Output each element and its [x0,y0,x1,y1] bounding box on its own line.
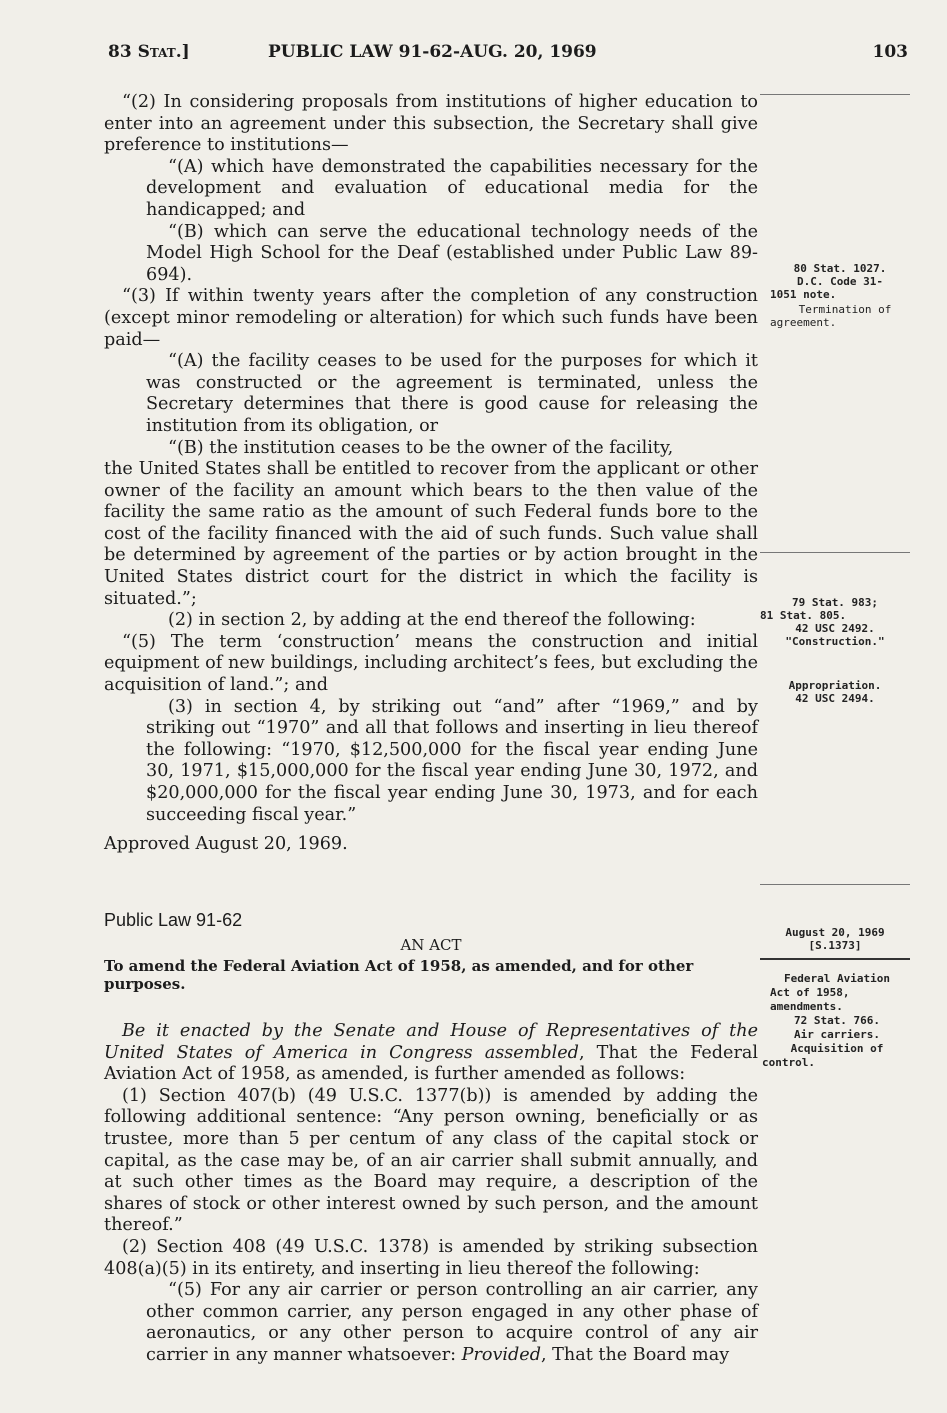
margin-rule [760,884,910,885]
act-purpose: To amend the Federal Aviation Act of 1958, as amended, and for other purposes. [104,956,694,993]
paragraph: “(A) which have demonstrated the capabilities necessary for the development and evaluation of educational media for the handicapped; and [146,156,758,220]
paragraph: (2) Section 408 (49 U.S.C. 1378) is amended by striking subsection 408(a)(5) in its entirety, and inserting in lieu thereof the following: [104,1236,758,1279]
page-number: 103 [872,42,908,62]
paragraph: “(A) the facility ceases to be used for the purposes for which it was constructed or the agreement is terminated, unless the Secretary determines that there is good cause for releasing the institution from its obligation, or [146,351,758,436]
margin-rule [760,958,910,960]
margin-rule [760,94,910,95]
paragraph: “(B) the institution ceases to be the owner of the facility, [168,437,674,458]
note-line: Termination of [798,303,892,316]
note-line: D.C. Code 31- [796,275,884,288]
note-line: 80 Stat. 1027. [793,262,887,275]
note-line: 1051 note. [770,288,837,301]
note-line: Act of 1958, [770,986,850,999]
paragraph: (2) in section 2, by adding at the end thereof the following: [168,610,696,631]
note-line: 79 Stat. 983; [791,596,879,609]
paragraph: (1) Section 407(b) (49 U.S.C. 1377(b)) is amended by adding the following additional sentence: “Any person owning, beneficially or as trustee, more than 5 per centum of any class of the capital stock or capital, as the case may be, of an air carrier shall submit annually, and at such other times as the Board may require, a description of the shares of stock or other interest owned by such person, and the amount thereof.” [104,1085,758,1236]
margin-note-citation [770,262,910,301]
paragraph: “(5) The term ‘construction’ means the construction and initial equipment of new buildings, including architect’s fees, but excluding the acquisition of land.”; and [104,631,758,696]
margin-note-date [760,926,910,952]
note-line: August 20, 1969 [785,926,885,939]
note-line: Acquisition of [790,1042,884,1055]
header-title: PUBLIC LAW 91-62-AUG. 20, 1969 [268,42,597,62]
note-line: control. [762,1056,815,1069]
margin-note-termination [770,303,920,329]
note-line: amendments. [770,1000,843,1013]
an-act-heading: AN ACT [400,936,462,955]
note-line: 72 Stat. 766. [793,1014,881,1027]
margin-rule [760,552,910,553]
margin-note-amendments [762,972,912,1070]
main-text [104,92,758,1366]
paragraph: “(5) For any air carrier or person controlling an air carrier, any other common carrier, any person engaged in any other phase of aeronautics, or any other person to acquire control of any air carrier in any manner whatsoever: Provided, That the Board may [146,1280,758,1365]
paragraph: “(3) If within twenty years after the completion of any construction (except minor remodeling or alteration) for which such funds have been paid— [104,286,758,350]
note-line: 42 USC 2494. [795,692,875,705]
note-line: 81 Stat. 805. [760,609,847,622]
paragraph: “(B) which can serve the educational technology needs of the Model High School for the Deaf (established under Public Law 89-694). [146,221,758,285]
margin-note-appropriation [760,679,910,705]
approval-line: Approved August 20, 1969. [104,834,348,855]
note-line: agreement. [770,316,837,329]
enacting-clause: Be it enacted by the Senate and House of Representatives of the United States of America in Congress assembled, That the Federal Aviation Act of 1958, as amended, is further amended as follows: [104,1020,758,1085]
paragraph: “(2) In considering proposals from institutions of higher education to enter into an agreement under this subsection, the Secretary shall give preference to institutions— [104,92,758,156]
note-line: "Construction." [785,635,885,648]
paragraph: the United States shall be entitled to recover from the applicant or other owner of the facility an amount which bears to the then value of the facility the same ratio as the amount of such Federal funds bore to the cost of the facility financed with the aid of such funds. Such value shall be determined by agreement of the parties or by action brought in the United States district court for the district in which the facility is situated.”; [104,459,758,609]
public-law-title: Public Law 91-62 [104,909,243,930]
note-line: Appropriation. [788,679,882,692]
note-line: 42 USC 2492. [795,622,875,635]
stat-citation: 83 Stat.] [108,42,190,62]
paragraph: (3) in section 4, by striking out “and” after “1969,” and by striking out “1970” and all that follows and inserting in lieu thereof the following: “1970, $12,500,000 for the fiscal year ending June 30, 1971, $15,000,000 for the fiscal year ending June 30, 1972, and $20,000,000 for the fiscal year ending June 30, 1973, and for each succeeding fiscal year.” [146,696,758,825]
note-line: Federal Aviation [784,972,890,985]
margin-note-construction [760,596,910,648]
note-line: [S.1373] [808,939,862,952]
page-header [108,42,908,72]
note-line: Air carriers. [793,1028,881,1041]
